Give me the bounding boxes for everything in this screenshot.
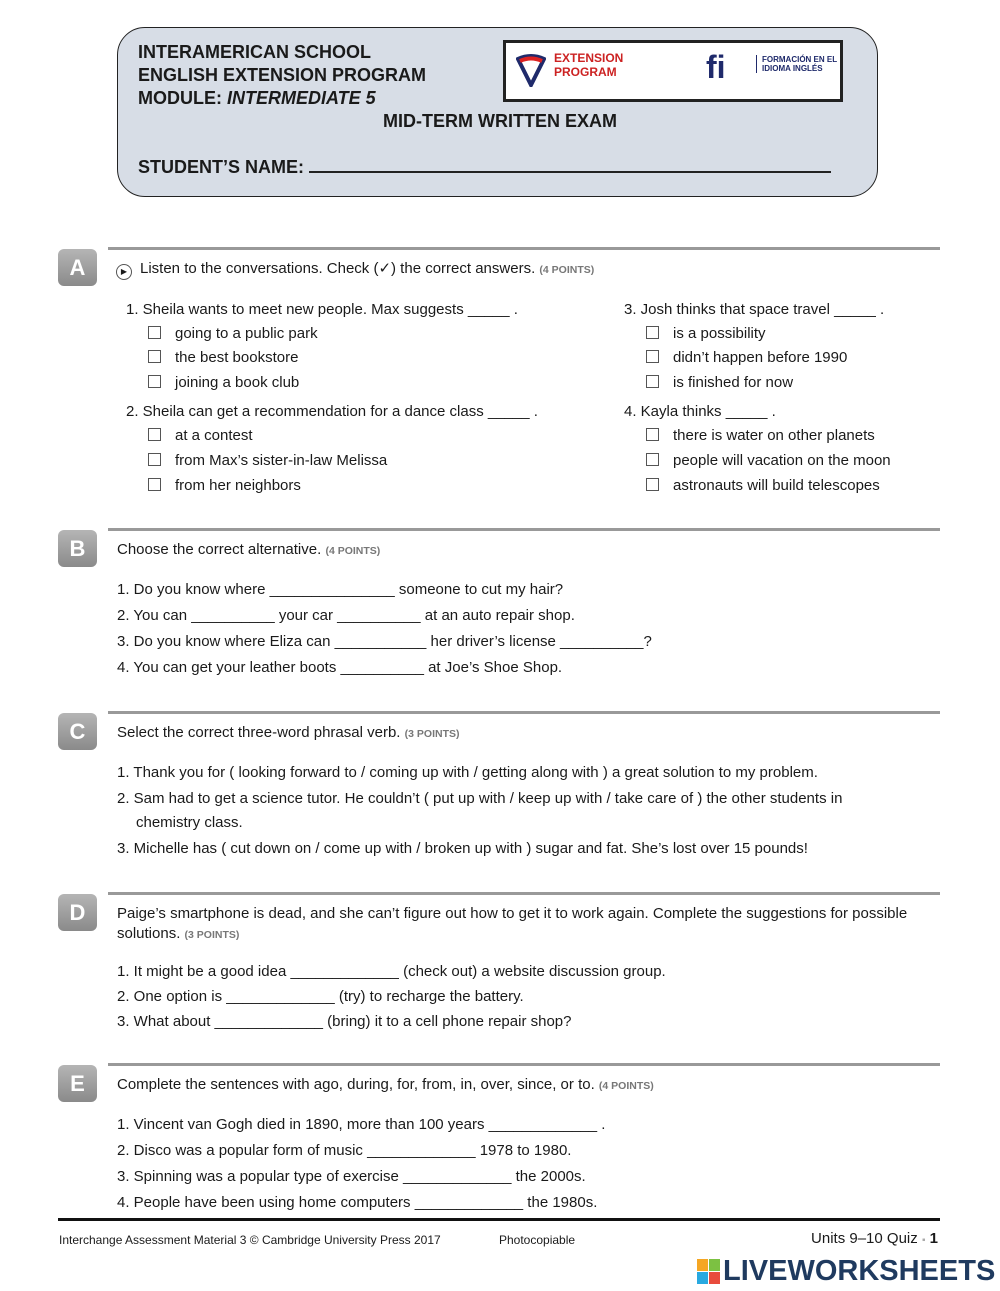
option-label: from Max’s sister-in-law Melissa [175,452,388,469]
question[interactable]: 4. You can get your leather boots __________ at Joe’s Shoe Shop. [117,659,563,676]
module-label: MODULE: [138,88,227,108]
checkbox[interactable] [148,478,161,491]
liveworksheets-logo [697,1255,995,1288]
question[interactable]: 4. People have been using home computers _____________ the 1980s. [117,1194,598,1211]
extension-program-logo: EXTENSION PROGRAM [554,51,624,79]
brand-text: LIVEWORKSHEETS [723,1255,996,1287]
section-badge: D [58,894,97,931]
points: (4 POINTS) [539,264,595,276]
checkbox[interactable] [148,326,161,339]
quiz-label [811,1230,938,1247]
checkbox[interactable] [646,326,659,339]
question-continued: chemistry class. [136,814,243,831]
option[interactable] [148,324,318,344]
question[interactable]: 2. Sam had to get a science tutor. He couldn’t ( put up with / keep up with / take care of ) the other students in [117,790,843,807]
points: (4 POINTS) [325,545,381,557]
question: 1. Sheila wants to meet new people. Max suggests _____ . [126,301,518,318]
option[interactable] [148,476,301,496]
section-divider [108,247,940,250]
option[interactable] [646,373,793,393]
question[interactable]: 2. You can __________ your car __________ at an auto repair shop. [117,607,575,624]
option[interactable] [148,348,298,368]
question: 4. Kayla thinks _____ . [624,403,776,420]
section-divider [108,711,940,714]
checkbox[interactable] [646,478,659,491]
shield-logo-icon [516,53,546,87]
student-name-field[interactable] [309,155,831,173]
option[interactable] [646,476,880,496]
student-name-label: STUDENT’S NAME: [138,157,309,177]
question[interactable]: 2. One option is _____________ (try) to recharge the battery. [117,988,524,1005]
checkbox[interactable] [646,375,659,388]
option[interactable] [646,324,766,344]
module-value: INTERMEDIATE 5 [227,88,376,108]
footer-rule [58,1218,940,1221]
program-name: ENGLISH EXTENSION PROGRAM [138,65,427,85]
section-instruction [117,1075,927,1096]
live-logo-icon [697,1259,720,1284]
option-label: astronauts will build telescopes [673,477,880,494]
question[interactable]: 3. What about _____________ (bring) it to a cell phone repair shop? [117,1013,572,1030]
checkbox[interactable] [646,350,659,363]
option-label: joining a book club [175,374,300,391]
checkbox[interactable] [148,453,161,466]
option-label: is a possibility [673,325,766,342]
section-instruction [117,723,927,744]
option-label: didn’t happen before 1990 [673,349,848,366]
section-divider [108,892,940,895]
checkbox[interactable] [646,453,659,466]
section-divider [108,1063,940,1066]
section-badge: C [58,713,97,750]
formacion-logo-text: FORMACIÓN EN EL IDIOMA INGLÉS [756,55,842,73]
section-divider [108,528,940,531]
instruction-text: Select the correct three-word phrasal verb. [117,724,401,741]
question[interactable]: 1. Thank you for ( looking forward to / coming up with / getting along with ) a great solution to my problem. [117,764,818,781]
section-instruction [117,540,927,561]
question[interactable]: 2. Disco was a popular form of music _____________ 1978 to 1980. [117,1142,572,1159]
instruction-text: Complete the sentences with ago, during, for, from, in, over, since, or to. [117,1076,595,1093]
option[interactable] [646,348,847,368]
section-instruction [117,904,927,945]
photocopiable: Photocopiable [499,1233,576,1247]
student-name-row [138,155,831,178]
copyright: Interchange Assessment Material 3 © Cambridge University Press 2017 [59,1233,441,1247]
points: (4 POINTS) [598,1080,654,1092]
question[interactable]: 3. Michelle has ( cut down on / come up with / broken up with ) sugar and fat. She’s lost over 15 pounds! [117,840,808,857]
option-label: at a contest [175,427,253,444]
option-label: the best bookstore [175,349,299,366]
question: 3. Josh thinks that space travel _____ . [624,301,885,318]
checkbox[interactable] [148,375,161,388]
module [138,88,376,109]
option[interactable] [148,373,299,393]
option[interactable] [646,451,891,471]
checkbox[interactable] [148,350,161,363]
checkbox[interactable] [646,428,659,441]
section-instruction [116,259,926,280]
quiz-title: Units 9–10 Quiz [811,1230,918,1247]
points: (3 POINTS) [404,728,460,740]
page-number: 1 [929,1230,938,1247]
question[interactable]: 3. Do you know where Eliza can ___________ her driver’s license __________? [117,633,652,650]
logo-banner [503,40,843,102]
option-label: there is water on other planets [673,427,875,444]
fi-logo-icon: fi [706,49,726,85]
question[interactable]: 1. Vincent van Gogh died in 1890, more than 100 years _____________ . [117,1116,606,1133]
question[interactable]: 1. It might be a good idea _____________ (check out) a website discussion group. [117,963,666,980]
question[interactable]: 1. Do you know where _______________ someone to cut my hair? [117,581,564,598]
option-label: going to a public park [175,325,318,342]
option[interactable] [148,451,387,471]
exam-title: MID-TERM WRITTEN EXAM [383,111,617,131]
section-badge: B [58,530,97,567]
points: (3 POINTS) [184,929,240,941]
section-badge: E [58,1065,97,1102]
separator: ▪ [921,1235,926,1246]
option-label: people will vacation on the moon [673,452,891,469]
instruction-text: Choose the correct alternative. [117,541,322,558]
section-badge: A [58,249,97,286]
option-label: is finished for now [673,374,794,391]
checkbox[interactable] [148,428,161,441]
instruction-text: Paige’s smartphone is dead, and she can’t figure out how to get it to work again. Complete the suggestions for possible solutions. [117,905,908,942]
school-name: INTERAMERICAN SCHOOL [138,42,371,62]
option-label: from her neighbors [175,477,301,494]
option[interactable] [646,426,875,446]
header-box [117,27,878,197]
option[interactable] [148,426,253,446]
instruction-text: Listen to the conversations. Check (✓) the correct answers. [140,260,536,277]
question[interactable]: 3. Spinning was a popular type of exercise _____________ the 2000s. [117,1168,586,1185]
question: 2. Sheila can get a recommendation for a dance class _____ . [126,403,538,420]
audio-play-icon[interactable]: ▶ [116,264,132,280]
